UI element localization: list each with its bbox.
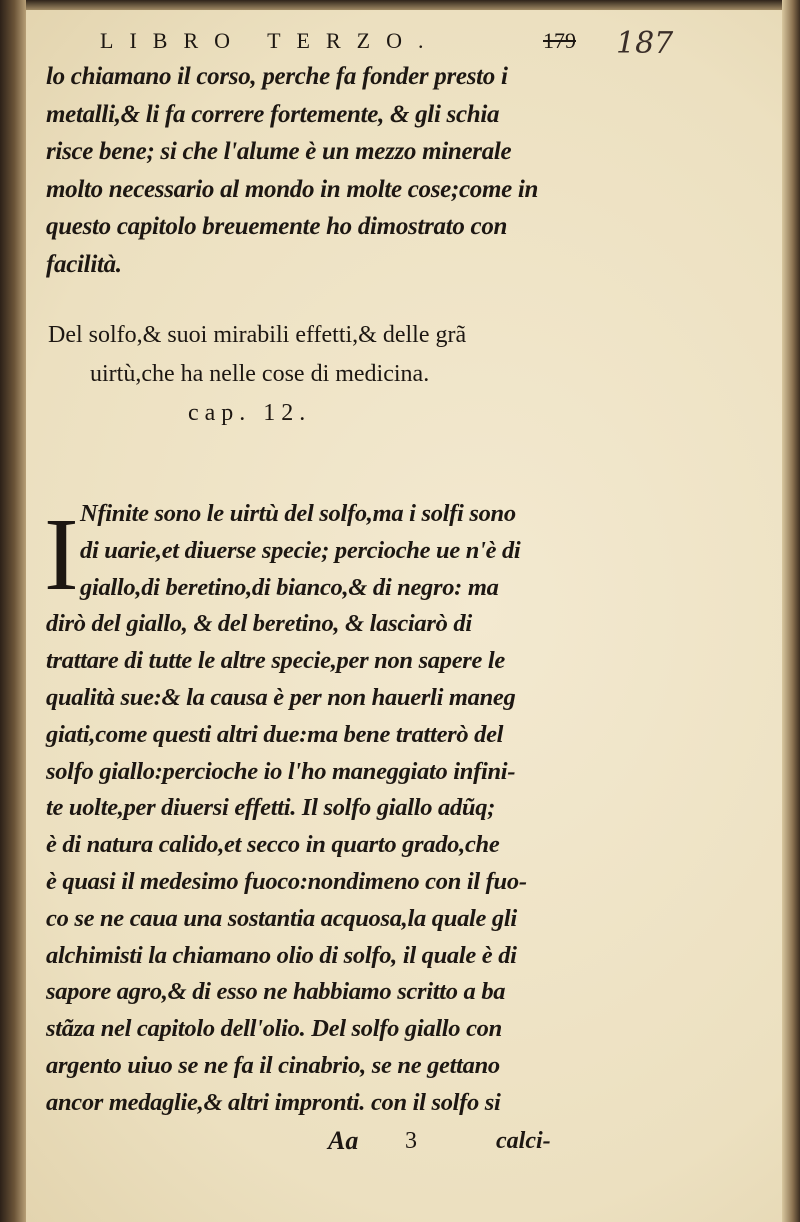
printed-page-number: 179: [543, 28, 576, 53]
text-line: metalli,& li fa correre fortemente, & gli schia: [46, 100, 500, 128]
text-line: giati,come questi altri due:ma bene tratterò del: [46, 720, 504, 748]
drop-capital: I: [44, 497, 79, 612]
text-line: risce bene; si che l'alume è un mezzo minerale: [46, 138, 512, 166]
text-line: questo capitolo breuemente ho dimostrato con: [46, 213, 508, 241]
book-binding-gutter: [0, 0, 26, 1222]
signature-number: 3: [405, 1128, 417, 1154]
text-line: sapore agro,& di esso ne habbiamo scritto a ba: [46, 978, 506, 1006]
text-line: solfo giallo:percioche io l'ho maneggiato infini-: [46, 757, 516, 785]
chapter-title-line-1: Del solfo,& suoi mirabili effetti,& delle grã: [48, 322, 467, 348]
chapter-number: cap. 12.: [188, 400, 312, 426]
text-line: Nfinite sono le uirtù del solfo,ma i solfi sono: [80, 500, 516, 527]
page-top-edge: [0, 0, 800, 10]
text-line: co se ne caua una sostantia acquosa,la quale gli: [46, 904, 517, 932]
text-line: dirò del giallo, & del beretino, & lasciarò di: [46, 610, 472, 638]
text-line: è di natura calido,et secco in quarto grado,che: [46, 831, 500, 859]
text-line: di uarie,et diuerse specie; percioche ue n'è di: [80, 536, 521, 564]
text-line: ancor medaglie,& altri impronti. con il solfo si: [46, 1088, 501, 1116]
signature-mark: Aa: [328, 1126, 359, 1155]
text-line: alchimisti la chiamano olio di solfo, il quale è di: [46, 941, 517, 969]
catchword: calci-: [496, 1128, 551, 1154]
text-line: facilità.: [46, 250, 122, 278]
paragraph-2: [46, 496, 527, 1122]
text-line: argento uiuo se ne fa il cinabrio, se ne gettano: [46, 1051, 500, 1079]
text-line: trattare di tutte le altre specie,per non sapere le: [46, 647, 505, 675]
text-line: qualità sue:& la causa è per non hauerli maneg: [46, 683, 516, 711]
text-line: molto necessario al mondo in molte cose;come in: [46, 175, 539, 203]
handwritten-page-number: 187: [616, 26, 674, 61]
text-line: stãza nel capitolo dell'olio. Del solfo giallo con: [46, 1015, 502, 1043]
text-line: giallo,di beretino,di bianco,& di negro: ma: [80, 573, 499, 601]
running-title: LIBRO TERZO.: [100, 28, 440, 53]
paragraph-1: [46, 58, 538, 284]
chapter-title: [48, 316, 466, 433]
page-right-edge: [782, 0, 800, 1222]
text-line: è quasi il medesimo fuoco:nondimeno con il fuo-: [46, 867, 527, 895]
text-line: lo chiamano il corso, perche fa fonder presto i: [46, 63, 508, 90]
text-line: te uolte,per diuersi effetti. Il solfo giallo adũq;: [46, 794, 496, 822]
chapter-title-line-2: uirtù,che ha nelle cose di medicina.: [90, 361, 430, 387]
